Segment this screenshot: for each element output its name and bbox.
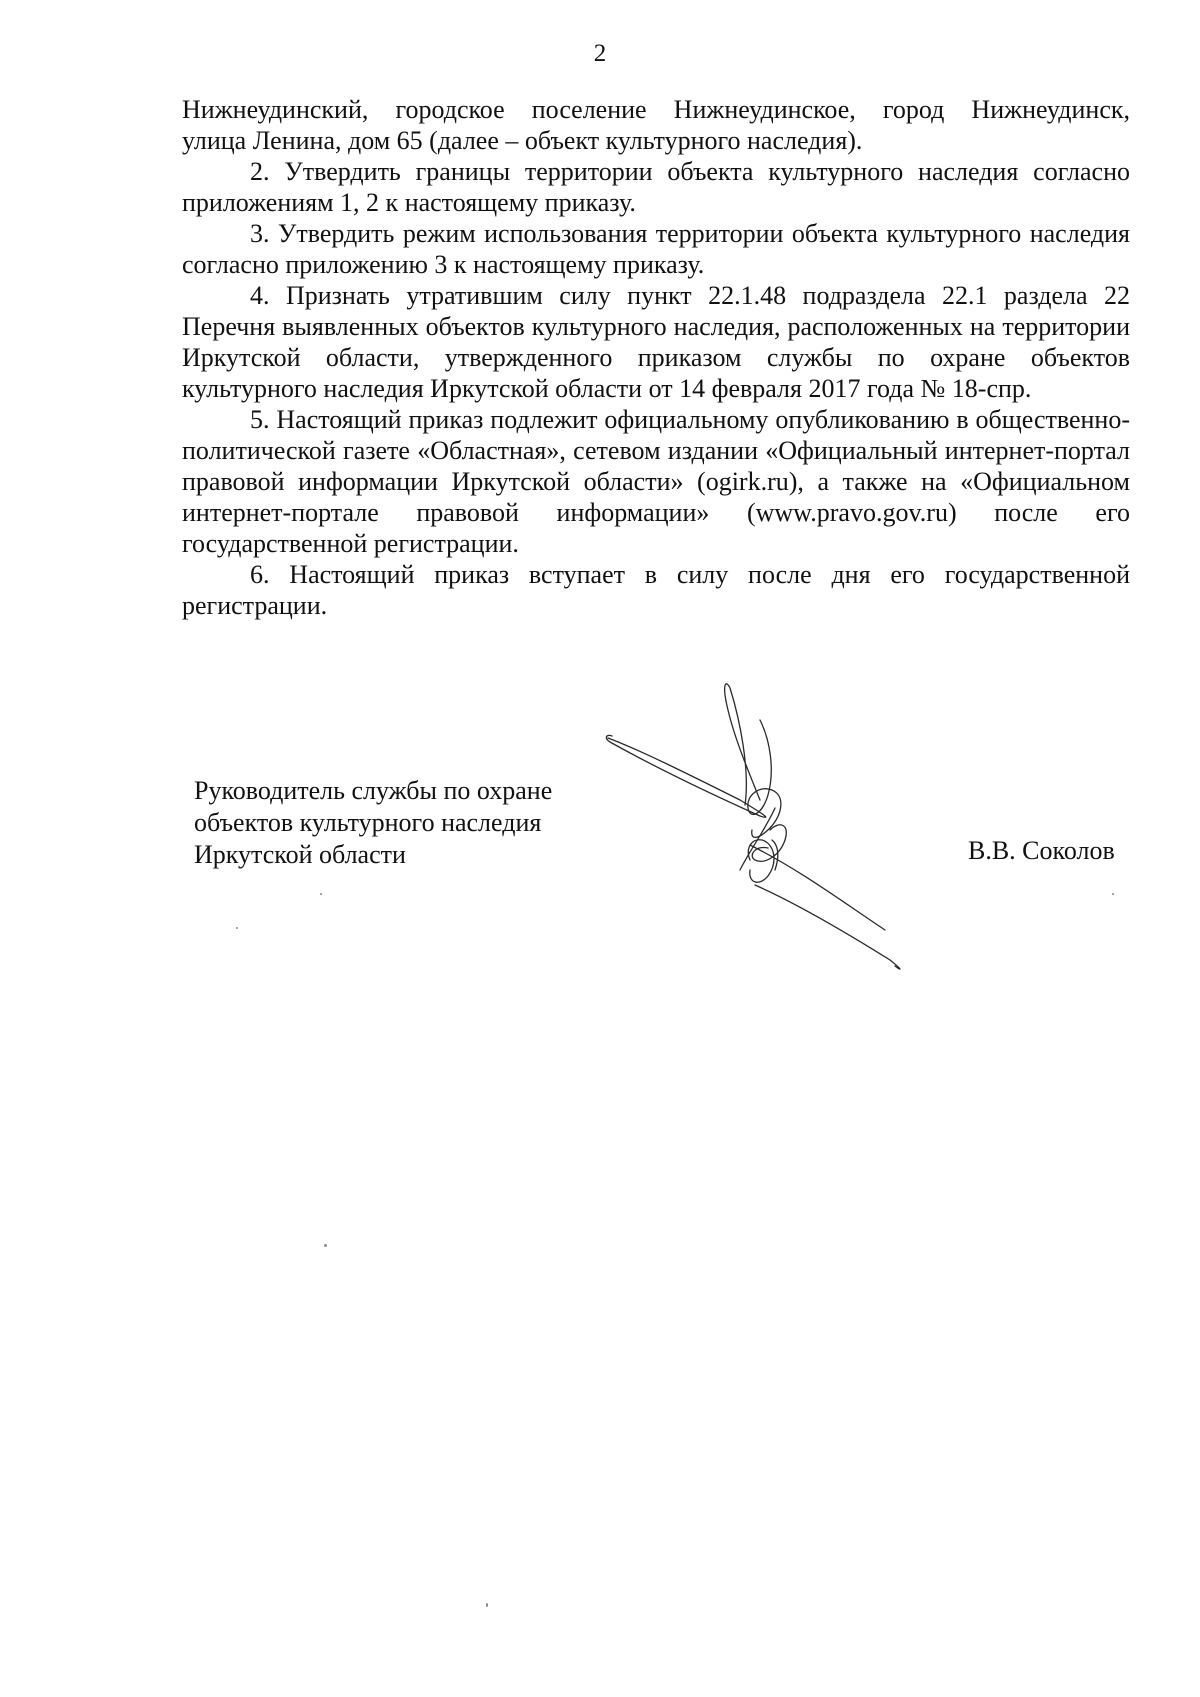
paragraph-item-5: 5. Настоящий приказ подлежит официальному опубликованию в общественно-политической газете «Областная», сетевом издании «Официальный интернет-портал правовой информации Иркутской области» (ogirk.ru), а также на «Официальном интернет-портале правовой информации» (www.pravo.gov.ru) после его государственной регистрации. <box>182 405 1130 558</box>
scan-speck <box>324 1244 327 1247</box>
position-line: объектов культурного наследия <box>194 808 542 837</box>
paragraph-item-3: 3. Утвердить режим использования территории объекта культурного наследия согласно приложению 3 к настоящему приказу. <box>182 219 1130 279</box>
paragraph-line: Нижнеудинский, городское поселение Нижнеудинское, город Нижнеудинск, <box>182 95 1130 124</box>
signer-name: В.В. Соколов <box>968 836 1115 865</box>
paragraph-line: улица Ленина, дом 65 (далее – объект культурного наследия). <box>182 126 863 155</box>
scan-speck <box>236 927 238 929</box>
handwritten-signature <box>600 680 980 1020</box>
position-line: Иркутской области <box>194 840 406 869</box>
paragraph-item-4: 4. Признать утратившим силу пункт 22.1.48 подраздела 22.1 раздела 22 Перечня выявленных объектов культурного наследия, расположенных на территории Иркутской области, утвержденного приказом службы по охране объектов культурного наследия Иркутской области от 14 февраля 2017 года № 18-спр. <box>182 281 1130 403</box>
scan-speck <box>320 893 322 895</box>
paragraph-intro-continuation <box>182 94 1130 156</box>
scan-speck <box>1112 893 1114 895</box>
document-body <box>182 94 1130 621</box>
page-number: 2 <box>593 40 607 67</box>
signatory-position <box>194 775 552 871</box>
scan-speck <box>486 1603 488 1607</box>
position-line: Руководитель службы по охране <box>194 776 553 805</box>
paragraph-item-6: 6. Настоящий приказ вступает в силу после дня его государственной регистрации. <box>182 560 1130 620</box>
paragraph-item-2: 2. Утвердить границы территории объекта культурного наследия согласно приложениям 1, 2 к настоящему приказу. <box>182 157 1130 217</box>
